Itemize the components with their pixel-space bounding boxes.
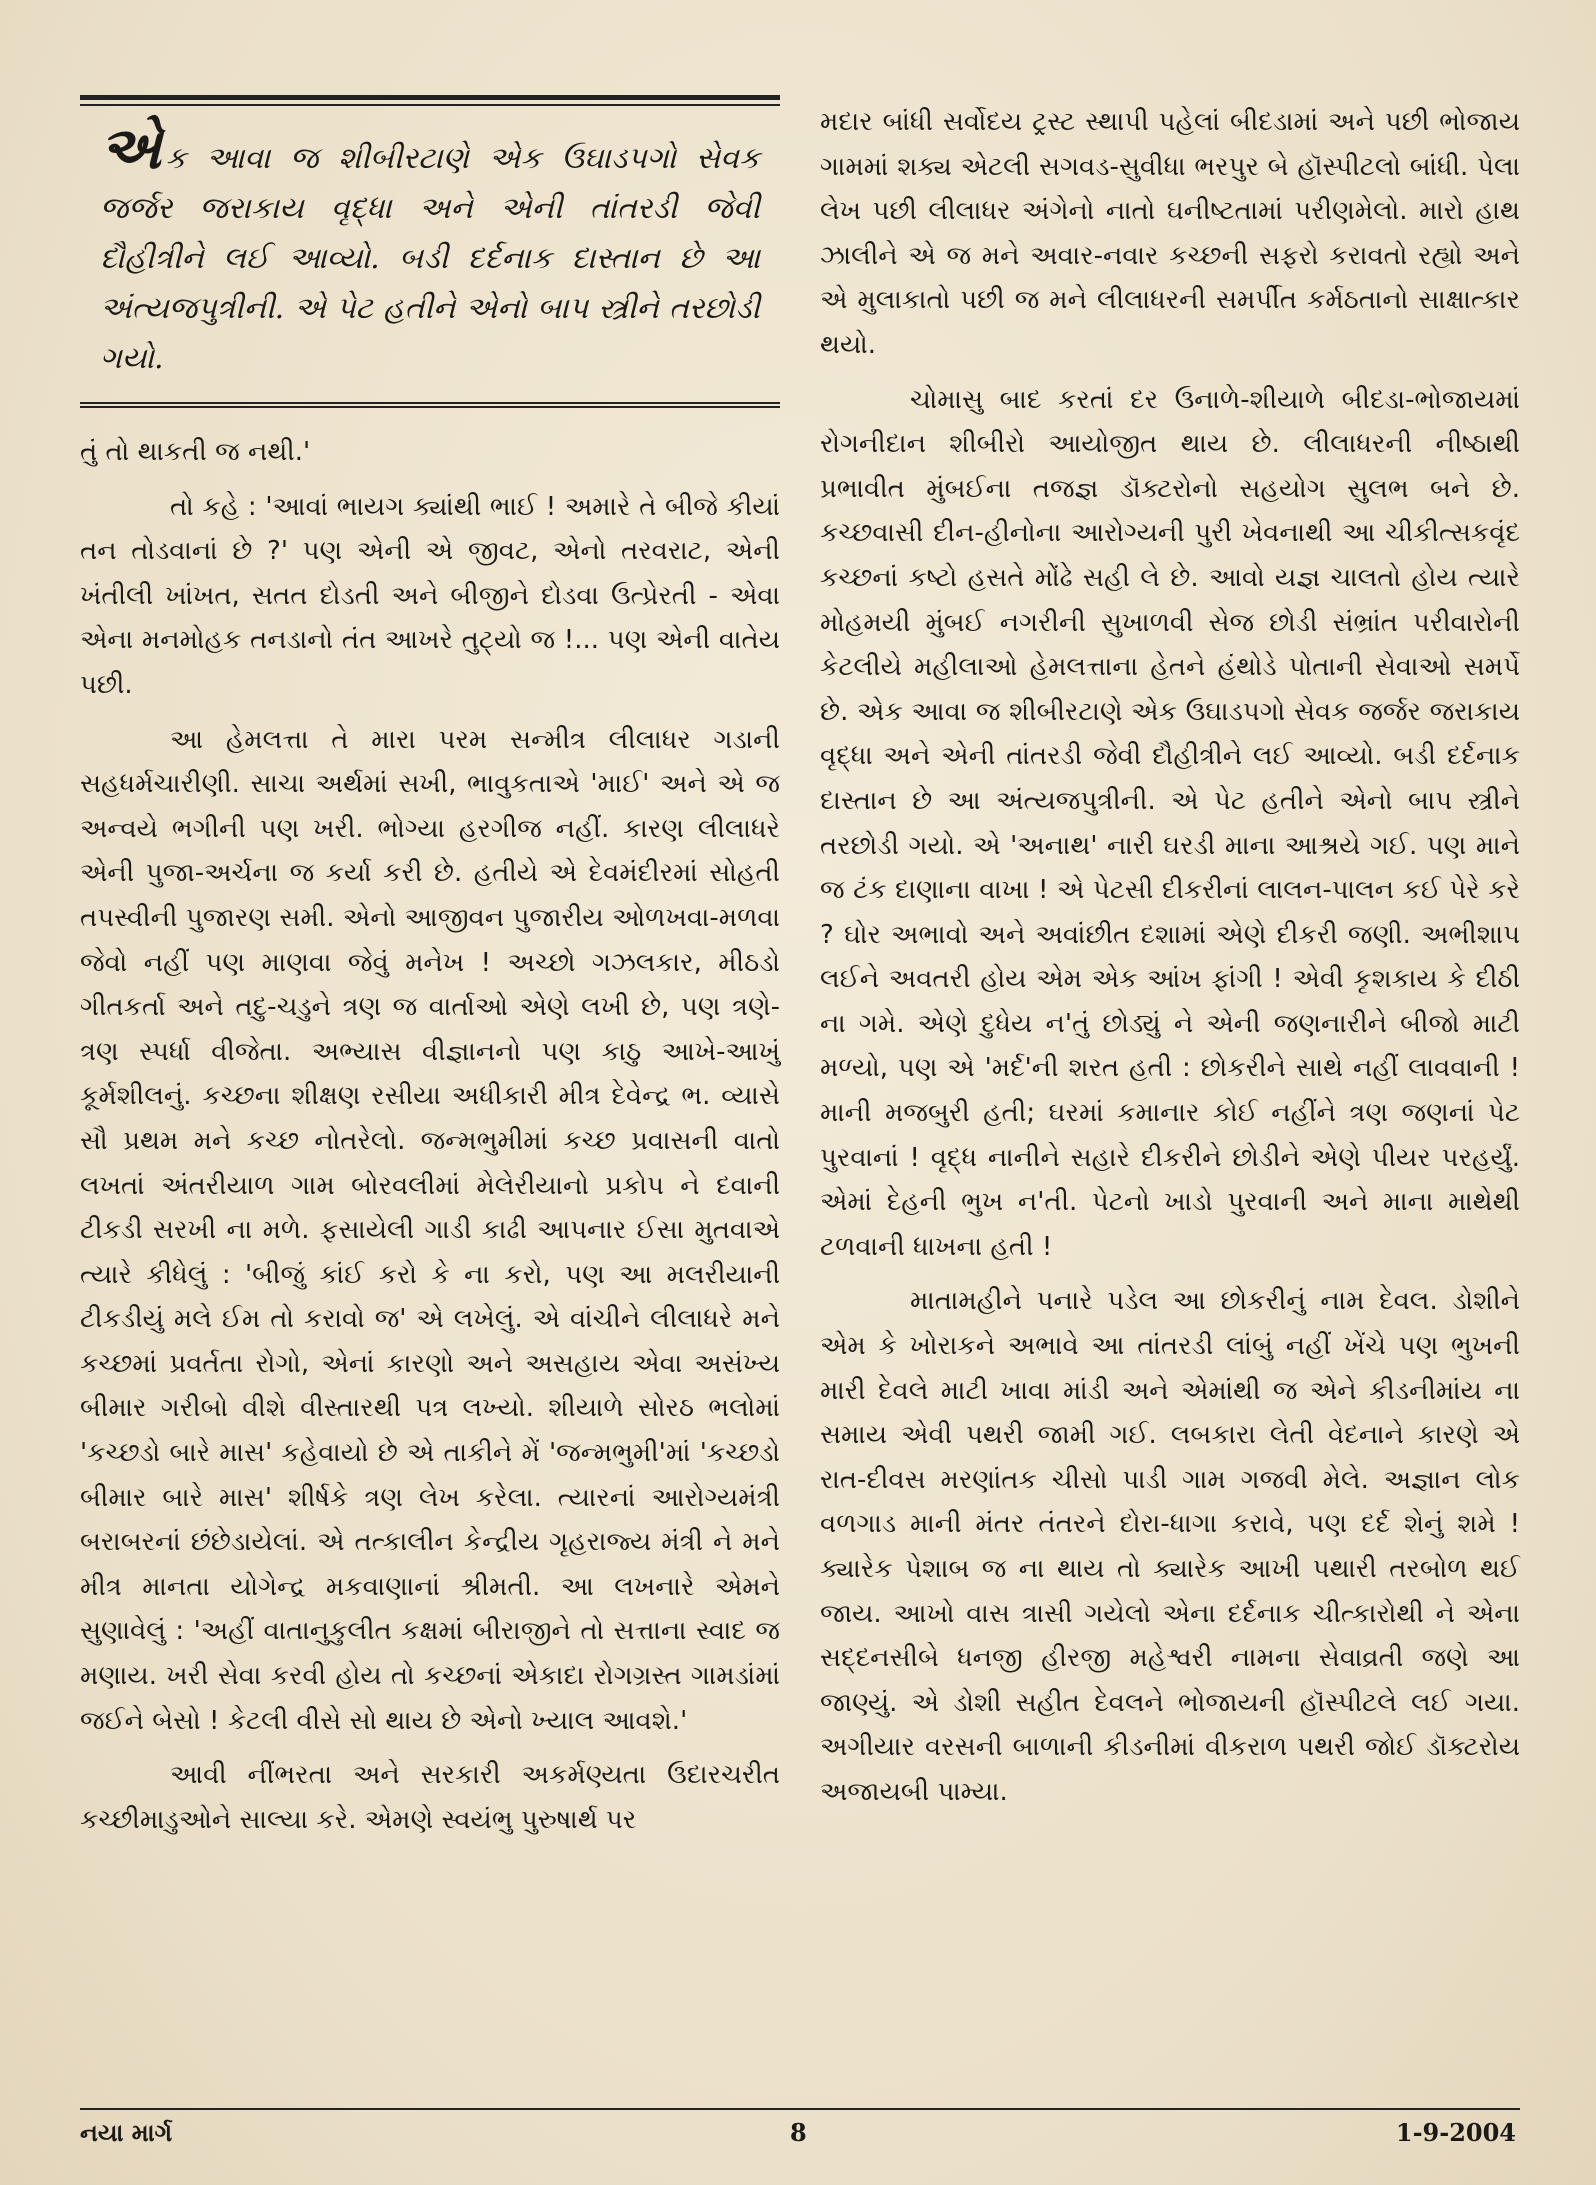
paragraph: આ હેમલત્તા તે મારા પરમ સન્મીત્ર લીલાધર ગડાની સહધર્મચારીણી. સાચા અર્થમાં સખી, ભાવુકતાએ 'માઈ' અને એ જ અન્વયે ભગીની પણ ખરી. ભોગ્યા હરગીજ નહીં. કારણ લીલાધરે એની પુજા-અર્ચના જ કર્યા કરી છે. હતીયે એ દેવમંદીરમાં સોહતી તપસ્વીની પુજારણ સમી. એનો આજીવન પુજારીય ઓળખવા-મળવા જેવો નહીં પણ માણવા જેવું મનેખ ! અચ્છો ગઝલકાર, મીઠડો ગીતકર્તા અને તદુ-ચડુને ત્રણ જ વાર્તાઓ એણે લખી છે, પણ ત્રણે-ત્રણ સ્પર્ધા વીજેતા. અભ્યાસ વીજ્ઞાનનો પણ કાઠુ આખે-આખું કૂર્મશીલનું. કચ્છના શીક્ષણ રસીયા અધીકારી મીત્ર દેવેન્દ્ર ભ. વ્યાસે સૌ પ્રથમ મને કચ્છ નોતરેલો. જન્મભુમીમાં કચ્છ પ્રવાસની વાતો લખતાં અંતરીયાળ ગામ બોરવલીમાં મેલેરીયાનો પ્રકોપ ને દવાની ટીકડી સરખી ના મળે. ફસાયેલી ગાડી કાઢી આપનાર ઈસા મુતવાએ ત્યારે કીધેલું : 'બીજું કાંઈ કરો કે ના કરો, પણ આ મલરીયાની ટીકડીયું મલે ઈમ તો કરાવો જ' એ લખેલું. એ વાંચીને લીલાધરે મને કચ્છમાં પ્રવર્તતા રોગો, એનાં કારણો અને અસહાય એવા અસંખ્ય બીમાર ગરીબો વીશે વીસ્તારથી પત્ર લખ્યો. શીયાળે સોરઠ ભલોમાં 'કચ્છડો બારે માસ' કહેવાયો છે એ તાકીને મેં 'જન્મભુમી'માં 'કચ્છડો બીમાર બારે માસ' શીર્ષકે ત્રણ લેખ કરેલા. ત્યારનાં આરોગ્યમંત્રી બરાબરનાં છંછેડાયેલાં. એ તત્કાલીન કેન્દ્રીય ગૃહરાજ્ય મંત્રી ને મને મીત્ર માનતા યોગેન્દ્ર મકવાણાનાં શ્રીમતી. આ લખનારે એમને સુણાવેલું : 'અહીં વાતાનુકુલીત કક્ષમાં બીરાજીને તો સત્તાના સ્વાદ જ મણાય. ખરી સેવા કરવી હોય તો કચ્છનાં એકાદા રોગગ્રસ્ત ગામડાંમાં જઈને બેસો ! કેટલી વીસે સો થાય છે એનો ખ્યાલ આવશે.' [80, 724, 780, 1736]
paragraph: તો કહે : 'આવાં ભાયગ ક્યાંથી ભાઈ ! અમારે તે બીજે કીયાં તન તોડવાનાં છે ?' પણ એની એ જીવટ, એનો તરવરાટ, એની ખંતીલી ખાંખત, સતત દોડતી અને બીજીને દોડવા ઉત્પ્રેરતી - એવા એના મનમોહક તનડાનો તંત આખરે તુટ્યો જ !... પણ એની વાતેય પછી. [80, 491, 780, 700]
footer-rule [80, 2108, 1520, 2110]
paragraph: મદાર બાંધી સર્વોદય ટ્રસ્ટ સ્થાપી પહેલાં બીદડામાં અને પછી ભોજાય ગામમાં શક્ય એટલી સગવડ-સુવીધા ભરપુર બે હૉસ્પીટલો બાંધી. પેલા લેખ પછી લીલાધર અંગેનો નાતો ઘનીષ્ટતામાં પરીણમેલો. મારો હાથ ઝાલીને એ જ મને અવાર-નવાર કચ્છની સફરો કરાવતો રહ્યો અને એ મુલાકાતો પછી જ મને લીલાધરની સમર્પીત કર્મઠતાનો સાક્ષાત્કાર થયો. [820, 107, 1520, 360]
paragraph: તું તો થાકતી જ નથી.' [80, 437, 311, 467]
pull-quote [80, 106, 780, 408]
pull-quote-text: ક આવા જ શીબીરટાણે એક ઉઘાડપગો સેવક જર્જર જરાકાય વૃદ્ધા અને એની તાંતરડી જેવી દૌહીત્રીને લઈ આવ્યો. બડી દર્દનાક દાસ્તાન છે આ અંત્યજપુત્રીની. એ પેટ હતીને એનો બાપ સ્ત્રીને તરછોડી ગયો. [100, 141, 760, 376]
paragraph: આવી નીંભરતા અને સરકારી અકર્મણ્યતા ઉદારચરીત કચ્છીમાડુઓને સાલ્યા કરે. એમણે સ્વયંભુ પુરુષાર્થ પર [80, 1760, 780, 1835]
page-number: 8 [790, 2118, 807, 2147]
issue-date: 1-9-2004 [1395, 2118, 1516, 2147]
pull-quote-top-rule [80, 95, 780, 100]
publication-name: નયા માર્ગ [80, 2118, 173, 2147]
pull-quote-dropcap: એ [100, 114, 162, 182]
paragraph: ચોમાસુ બાદ કરતાં દર ઉનાળે-શીયાળે બીદડા-ભોજાયમાં રોગનીદાન શીબીરો આયોજીત થાય છે. લીલાધરની નીષ્ઠાથી પ્રભાવીત મુંબઈના તજજ્ઞ ડૉક્ટરોનો સહયોગ સુલભ બને છે. કચ્છવાસી દીન-હીનોના આરોગ્યની પુરી ખેવનાથી આ ચીકીત્સકવૃંદ કચ્છનાં કષ્ટો હસતે મોંઢે સહી લે છે. આવો યજ્ઞ ચાલતો હોય ત્યારે મોહમયી મુંબઈ નગરીની સુખાળવી સેજ છોડી સંભ્રાંત પરીવારોની કેટલીયે મહીલાઓ હેમલત્તાના હેતને હંથોડે પોતાની સેવાઓ સમર્પે છે. એક આવા જ શીબીરટાણે એક ઉઘાડપગો સેવક જર્જર જરાકાય વૃદ્ધા અને એની તાંતરડી જેવી દૌહીત્રીને લઈ આવ્યો. બડી દર્દનાક દાસ્તાન છે આ અંત્યજપુત્રીની. એ પેટ હતીને એનો બાપ સ્ત્રીને તરછોડી ગયો. એ 'અનાથ' નારી ઘરડી માના આશ્રયે ગઈ. પણ માને જ ટંક દાણાના વાખા ! એ પેટસી દીકરીનાં લાલન-પાલન કઈ પેરે કરે ? ઘોર અભાવો અને અવાંછીત દશામાં એણે દીકરી જણી. અભીશાપ લઈને અવતરી હોય એમ એક આંખ ફાંગી ! એવી કૃશકાય કે દીઠી ના ગમે. એણે દુધેય ન'તું છોડ્યું ને એની જણનારીને બીજો માટી મળ્યો, પણ એ 'મર્દ'ની શરત હતી : છોકરીને સાથે નહીં લાવવાની ! માની મજબુરી હતી; ઘરમાં કમાનાર કોઈ નહીંને ત્રણ જણનાં પેટ પુરવાનાં ! વૃદ્ધ નાનીને સહારે દીકરીને છોડીને એણે પીયર પરહર્યું. એમાં દેહની ભુખ ન'તી. પેટનો ખાડો પુરવાની અને માના માથેથી ટળવાની ધાખના હતી ! [820, 384, 1520, 1262]
paragraph: માતામહીને પનારે પડેલ આ છોકરીનું નામ દેવલ. ડોશીને એમ કે ખોરાકને અભાવે આ તાંતરડી લાંબું નહીં ખેંચે પણ ભુખની મારી દેવલે માટી ખાવા માંડી અને એમાંથી જ એને કીડનીમાંય ના સમાય એવી પથરી જામી ગઈ. લબકારા લેતી વેદનાને કારણે એ રાત-દીવસ મરણાંતક ચીસો પાડી ગામ ગજવી મેલે. અજ્ઞાન લોક વળગાડ માની મંતર તંતરને દોરા-ધાગા કરાવે, પણ દર્દ શેનું શમે ! ક્યારેક પેશાબ જ ના થાય તો ક્યારેક આખી પથારી તરબોળ થઈ જાય. આખો વાસ ત્રાસી ગયેલો એના દર્દનાક ચીત્કારોથી ને એના સદ્દનસીબે ધનજી હીરજી મહેશ્વરી નામના સેવાવ્રતી જણે આ જાણ્યું. એ ડોશી સહીત દેવલને ભોજાયની હૉસ્પીટલે લઈ ગયા. અગીયાર વરસની બાળાની કીડનીમાં વીકરાળ પથરી જોઈ ડૉક્ટરોય અજાયબી પામ્યા. [820, 1286, 1520, 1807]
left-column-body [80, 430, 780, 1842]
right-column-body [820, 100, 1520, 1815]
pull-quote-paragraph [100, 114, 760, 384]
left-column [80, 95, 780, 1842]
right-column [820, 100, 1520, 1815]
